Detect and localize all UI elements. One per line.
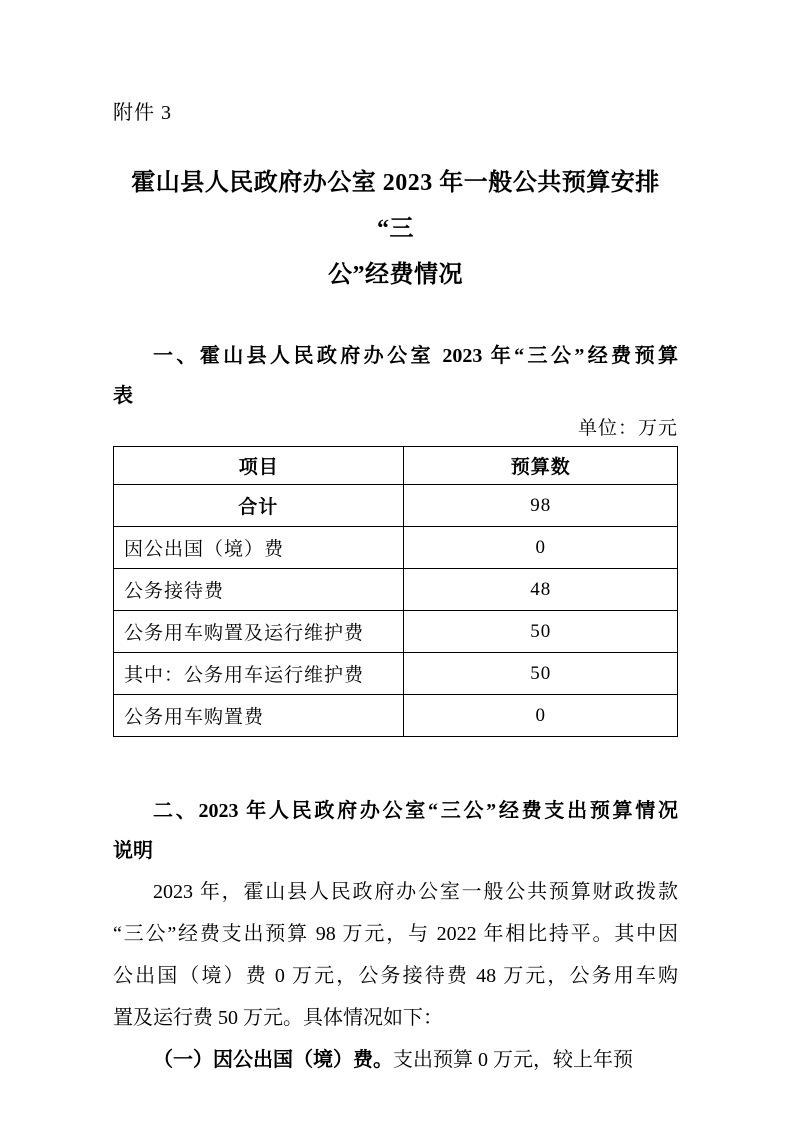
row-item-label: 其中：公务用车运行维护费 — [114, 653, 404, 695]
paragraph-line: 置及运行费 50 万元。具体情况如下： — [113, 1007, 443, 1029]
table-row — [114, 695, 678, 737]
budget-table — [113, 446, 678, 737]
row-item-value: 0 — [404, 527, 678, 569]
table-row — [114, 569, 678, 611]
section2-heading-line1: 二、2023 年人民政府办公室“三公”经费支出预算情况 — [153, 800, 678, 822]
unit-note: 单位：万元 — [577, 418, 678, 439]
row-item-label: 公务接待费 — [114, 569, 404, 611]
row-item-label: 合计 — [114, 485, 404, 527]
section2-paragraph — [113, 871, 678, 1039]
item1-text-segment: 支出预算 0 万元，较上年预 — [393, 1049, 633, 1071]
table-row-total — [114, 485, 678, 527]
row-item-value: 98 — [404, 485, 678, 527]
item1-line — [113, 1039, 678, 1081]
table-row — [114, 653, 678, 695]
section1-heading — [113, 336, 678, 416]
attachment-label: 附件 3 — [113, 102, 172, 124]
table-header-row — [114, 447, 678, 485]
table-row — [114, 611, 678, 653]
column-header-item: 项目 — [114, 447, 404, 485]
paragraph-line: “三公”经费支出预算 98 万元，与 2022 年相比持平。其中因 — [113, 923, 678, 945]
section1-heading-line2: 表 — [113, 385, 133, 407]
document-title-line2: 公”经费情况 — [328, 262, 463, 288]
row-item-label: 因公出国（境）费 — [114, 527, 404, 569]
item1-heading-segment: （一）因公出国（境）费。 — [153, 1049, 393, 1071]
column-header-budget: 预算数 — [404, 447, 678, 485]
row-item-value: 50 — [404, 611, 678, 653]
row-item-value: 48 — [404, 569, 678, 611]
table-row — [114, 527, 678, 569]
row-item-value: 50 — [404, 653, 678, 695]
section1-heading-line1: 一、霍山县人民政府办公室 2023 年“三公”经费预算 — [153, 345, 678, 367]
document-title-line1: 霍山县人民政府办公室 2023 年一般公共预算安排“三 — [131, 170, 660, 242]
document-title — [113, 160, 678, 298]
row-item-label: 公务用车购置费 — [114, 695, 404, 737]
row-item-value: 0 — [404, 695, 678, 737]
paragraph-line: 2023 年，霍山县人民政府办公室一般公共预算财政拨款 — [153, 881, 678, 903]
section2-heading-line2: 说明 — [113, 840, 153, 862]
section2-heading — [113, 791, 678, 871]
paragraph-line: 公出国（境）费 0 万元，公务接待费 48 万元，公务用车购 — [113, 965, 678, 987]
row-item-label: 公务用车购置及运行维护费 — [114, 611, 404, 653]
